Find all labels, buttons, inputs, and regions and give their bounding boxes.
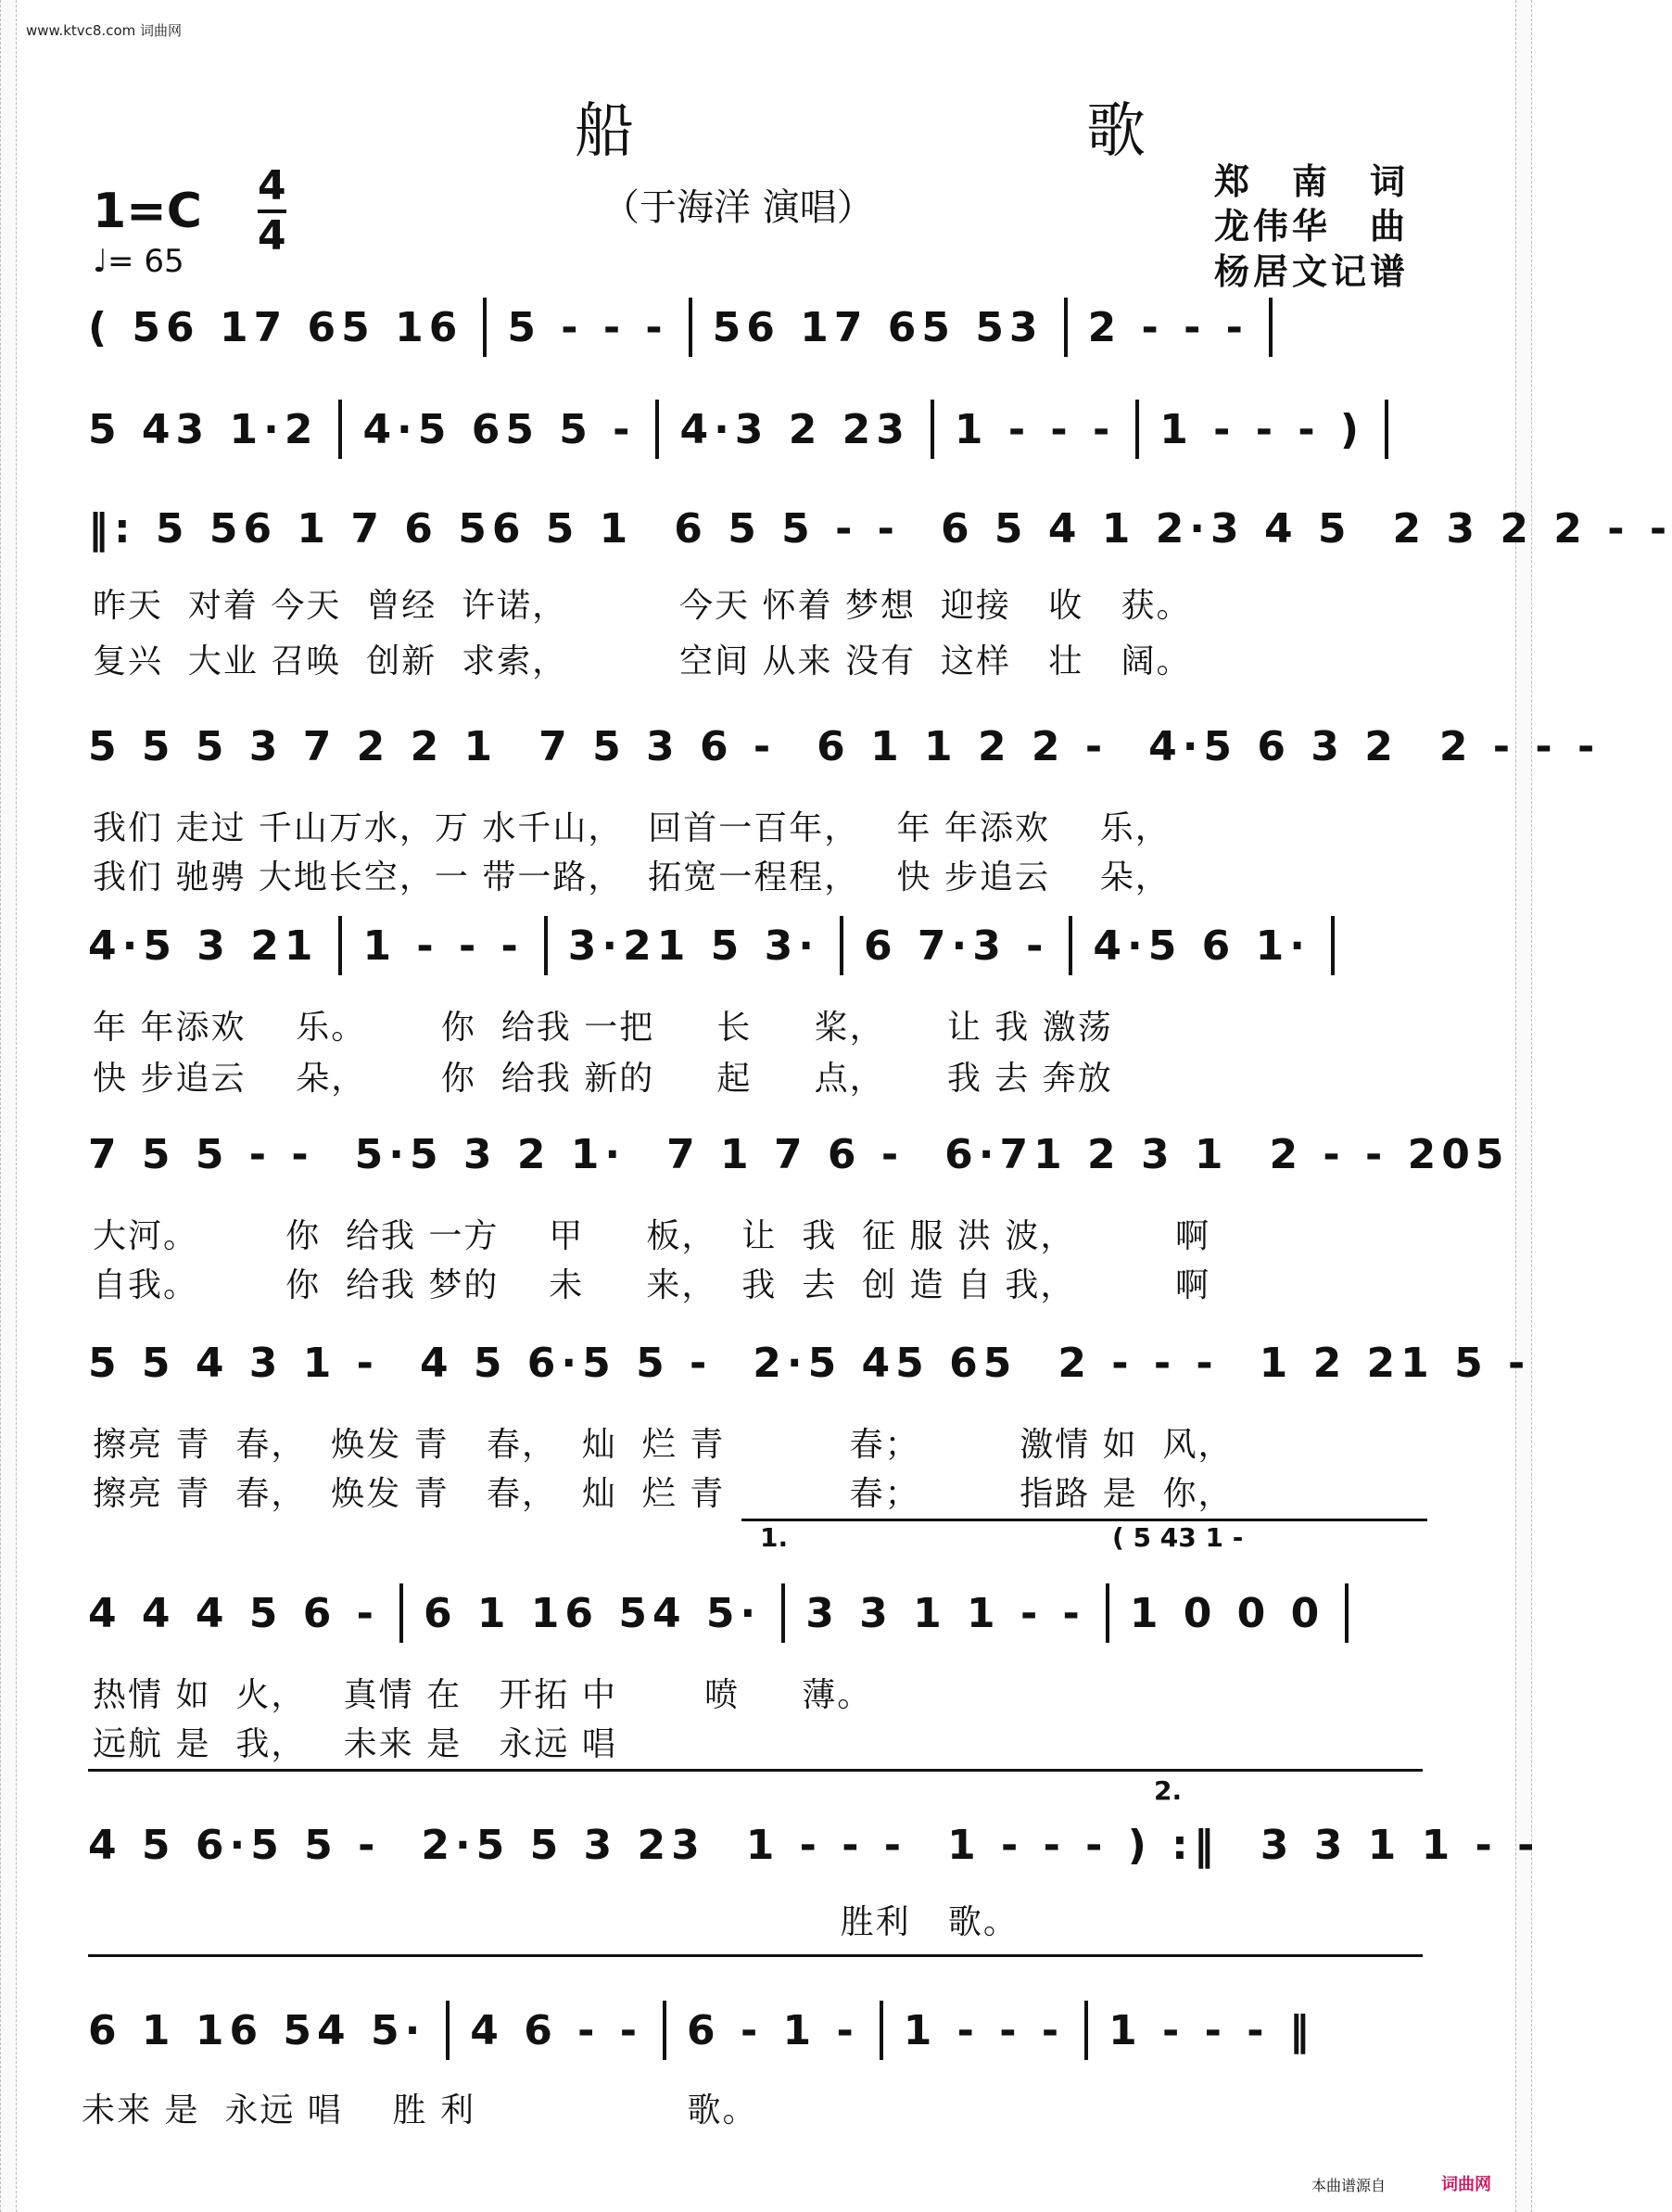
site-url: www.ktvc8.com 词曲网 [26, 22, 183, 39]
notation-row-5 [88, 913, 1432, 978]
measure: 4 4 4 5 6 - [88, 1589, 379, 1637]
barline [338, 400, 342, 459]
credit-transcriber: 杨居文记谱 [1214, 250, 1410, 292]
barline [689, 298, 692, 357]
measure: 3 3 1 1 - - [805, 1589, 1085, 1637]
measure: 6 - 1 - [687, 2006, 859, 2054]
measure: 4·5 6 3 2 [1148, 722, 1399, 770]
song-subtitle: （于海洋 演唱） [602, 186, 874, 229]
measure: 2 3 2 2 - - [1392, 504, 1672, 553]
notation-row-2 [88, 397, 1432, 462]
measure: 6 5 5 - - [674, 504, 900, 553]
barline [840, 916, 843, 975]
measure: 1 - - - ) [1159, 405, 1365, 453]
system-rule [88, 1954, 1423, 1957]
measure: 1 - - - [954, 405, 1116, 453]
measure: 7 5 5 - - [88, 1130, 314, 1178]
notation-row-1 [88, 295, 1432, 360]
measure: 1 - - - ) :‖ [947, 1821, 1220, 1869]
measure: 1 - - - [745, 1821, 907, 1869]
measure: 4·5 6 1· [1093, 922, 1311, 970]
song-title: 船 歌 [575, 97, 1257, 166]
measure: 6 1 1 2 2 - [817, 722, 1108, 770]
barline [655, 400, 659, 459]
measure: 6 5 4 1 2·3 4 5 [940, 504, 1352, 553]
measure: 2·5 5 3 23 [421, 1821, 705, 1869]
measure: 7 5 3 6 - [538, 722, 777, 770]
barline [1331, 916, 1335, 975]
lyric-verse1: 大河。 你 给我 一方 甲 板， 让 我 征 服 洪 波， 啊 [93, 1217, 1210, 1255]
measure: 5 43 1·2 [88, 405, 319, 453]
measure: 5·5 3 2 1· [354, 1130, 627, 1178]
barline [338, 916, 342, 975]
volta-2-label: 2. [1154, 1775, 1183, 1806]
barline [483, 298, 487, 357]
measure: 1 - - - [362, 922, 524, 970]
measure: 5 5 5 3 7 2 2 1 [88, 722, 499, 770]
measure: 1 0 0 0 [1129, 1589, 1325, 1637]
measure: ( 56 17 65 16 [88, 303, 463, 351]
lyric-verse1: 热情 如 火， 真情 在 开拓 中 喷 薄。 [93, 1676, 873, 1714]
lyric-verse1: 未来 是 永远 唱 胜 利 歌。 [82, 2091, 758, 2129]
barline [781, 1583, 785, 1643]
barline [1084, 2001, 1088, 2060]
measure: 56 17 65 53 [712, 303, 1044, 351]
measure: 6 1 16 54 5· [88, 2006, 426, 2054]
measure: 7 1 7 6 - [666, 1130, 905, 1178]
measure: 2·5 45 65 [753, 1339, 1018, 1387]
measure: 2 - - - [1438, 722, 1601, 770]
meter-bottom: 4 [258, 212, 286, 260]
measure: ‖: 5 56 1 7 6 56 5 1 [88, 504, 634, 553]
notation-row-4 [88, 714, 1601, 779]
lyric-verse2: 快 步追云 朵， 你 给我 新的 起 点， 我 去 奔放 [93, 1060, 1113, 1098]
measure: 5 5 4 3 1 - [88, 1339, 379, 1387]
bracket-phrase: ( 5 43 1 - [1112, 1522, 1244, 1553]
notation-row-7 [88, 1330, 1531, 1395]
volta-1-line [741, 1519, 1427, 1521]
barline [399, 1583, 403, 1643]
barline [544, 916, 548, 975]
time-signature [258, 162, 286, 260]
credit-composer: 龙伟华 曲 [1214, 205, 1410, 247]
measure: 4 5 6·5 5 - [419, 1339, 713, 1387]
tempo-mark: ♩= 65 [93, 243, 184, 280]
lyric-verse2: 我们 驰骋 大地长空，一 带一路， 拓宽一程程， 快 步追云 朵， [93, 858, 1171, 896]
source-label: 本曲谱源自 [1311, 2177, 1387, 2194]
notation-row-8 [88, 1581, 1432, 1646]
site-logo[interactable]: 词曲网 [1441, 2175, 1491, 2194]
measure: 4·5 65 5 - [362, 405, 636, 453]
measure: 1 2 21 5 - [1259, 1339, 1531, 1387]
measure: 3 3 1 1 - - [1260, 1821, 1540, 1869]
right-margin-strip [1515, 0, 1532, 2212]
key-signature: 1=C [93, 184, 202, 239]
measure: 4 5 6·5 5 - [88, 1821, 381, 1869]
measure: 5 - - - [507, 303, 668, 351]
measure: 4·3 2 23 [679, 405, 910, 453]
measure: 4 6 - - [470, 2006, 643, 2054]
barline [446, 2001, 450, 2060]
lyric-verse1: 胜利 歌。 [93, 1903, 1019, 1941]
notation-row-3 [88, 496, 1672, 561]
lyric-verse2: 复兴 大业 召唤 创新 求索， 空间 从来 没有 这样 壮 阔。 [93, 642, 1192, 680]
measure: 6 7·3 - [863, 922, 1049, 970]
barline [1385, 400, 1388, 459]
system-rule [88, 1769, 1423, 1772]
measure: 4·5 3 21 [88, 922, 319, 970]
barline [1269, 298, 1273, 357]
measure: 2 - - - [1087, 303, 1248, 351]
barline [1064, 298, 1068, 357]
measure: 1 - - - [903, 2006, 1065, 2054]
lyric-verse2: 远航 是 我， 未来 是 永远 唱 [93, 1725, 617, 1763]
barline [1069, 916, 1072, 975]
notation-row-10 [88, 1998, 1432, 2063]
left-margin-strip [0, 0, 17, 2212]
lyric-verse1: 我们 走过 千山万水，万 水千山， 回首一百年， 年 年添欢 乐， [93, 809, 1171, 847]
barline [931, 400, 934, 459]
measure: 3·21 5 3· [567, 922, 819, 970]
lyric-verse1: 年 年添欢 乐。 你 给我 一把 长 桨， 让 我 激荡 [93, 1009, 1113, 1047]
notation-row-9 [88, 1812, 1540, 1877]
credit-lyricist: 郑 南 词 [1214, 160, 1410, 202]
lyric-verse2: 自我。 你 给我 梦的 未 来， 我 去 创 造 自 我， 啊 [93, 1266, 1210, 1304]
lyric-verse1: 擦亮 青 春， 焕发 青 春， 灿 烂 青 春； 激情 如 风， [93, 1426, 1234, 1464]
measure: 6·71 2 3 1 [944, 1130, 1229, 1178]
barline [663, 2001, 666, 2060]
volta-1-label: 1. [760, 1522, 789, 1553]
lyric-verse1: 昨天 对着 今天 曾经 许诺， 今天 怀着 梦想 迎接 收 获。 [93, 587, 1192, 625]
measure: 2 - - 205 [1269, 1130, 1510, 1178]
barline [880, 2001, 883, 2060]
measure: 1 - - - ‖ [1108, 2006, 1315, 2054]
measure: 2 - - - [1058, 1339, 1219, 1387]
measure: 6 1 16 54 5· [423, 1589, 762, 1637]
meter-top: 4 [258, 162, 286, 210]
barline [1106, 1583, 1109, 1643]
lyric-verse2: 擦亮 青 春， 焕发 青 春， 灿 烂 青 春； 指路 是 你， [93, 1475, 1234, 1513]
barline [1345, 1583, 1349, 1643]
notation-row-6 [88, 1122, 1510, 1187]
barline [1135, 400, 1139, 459]
